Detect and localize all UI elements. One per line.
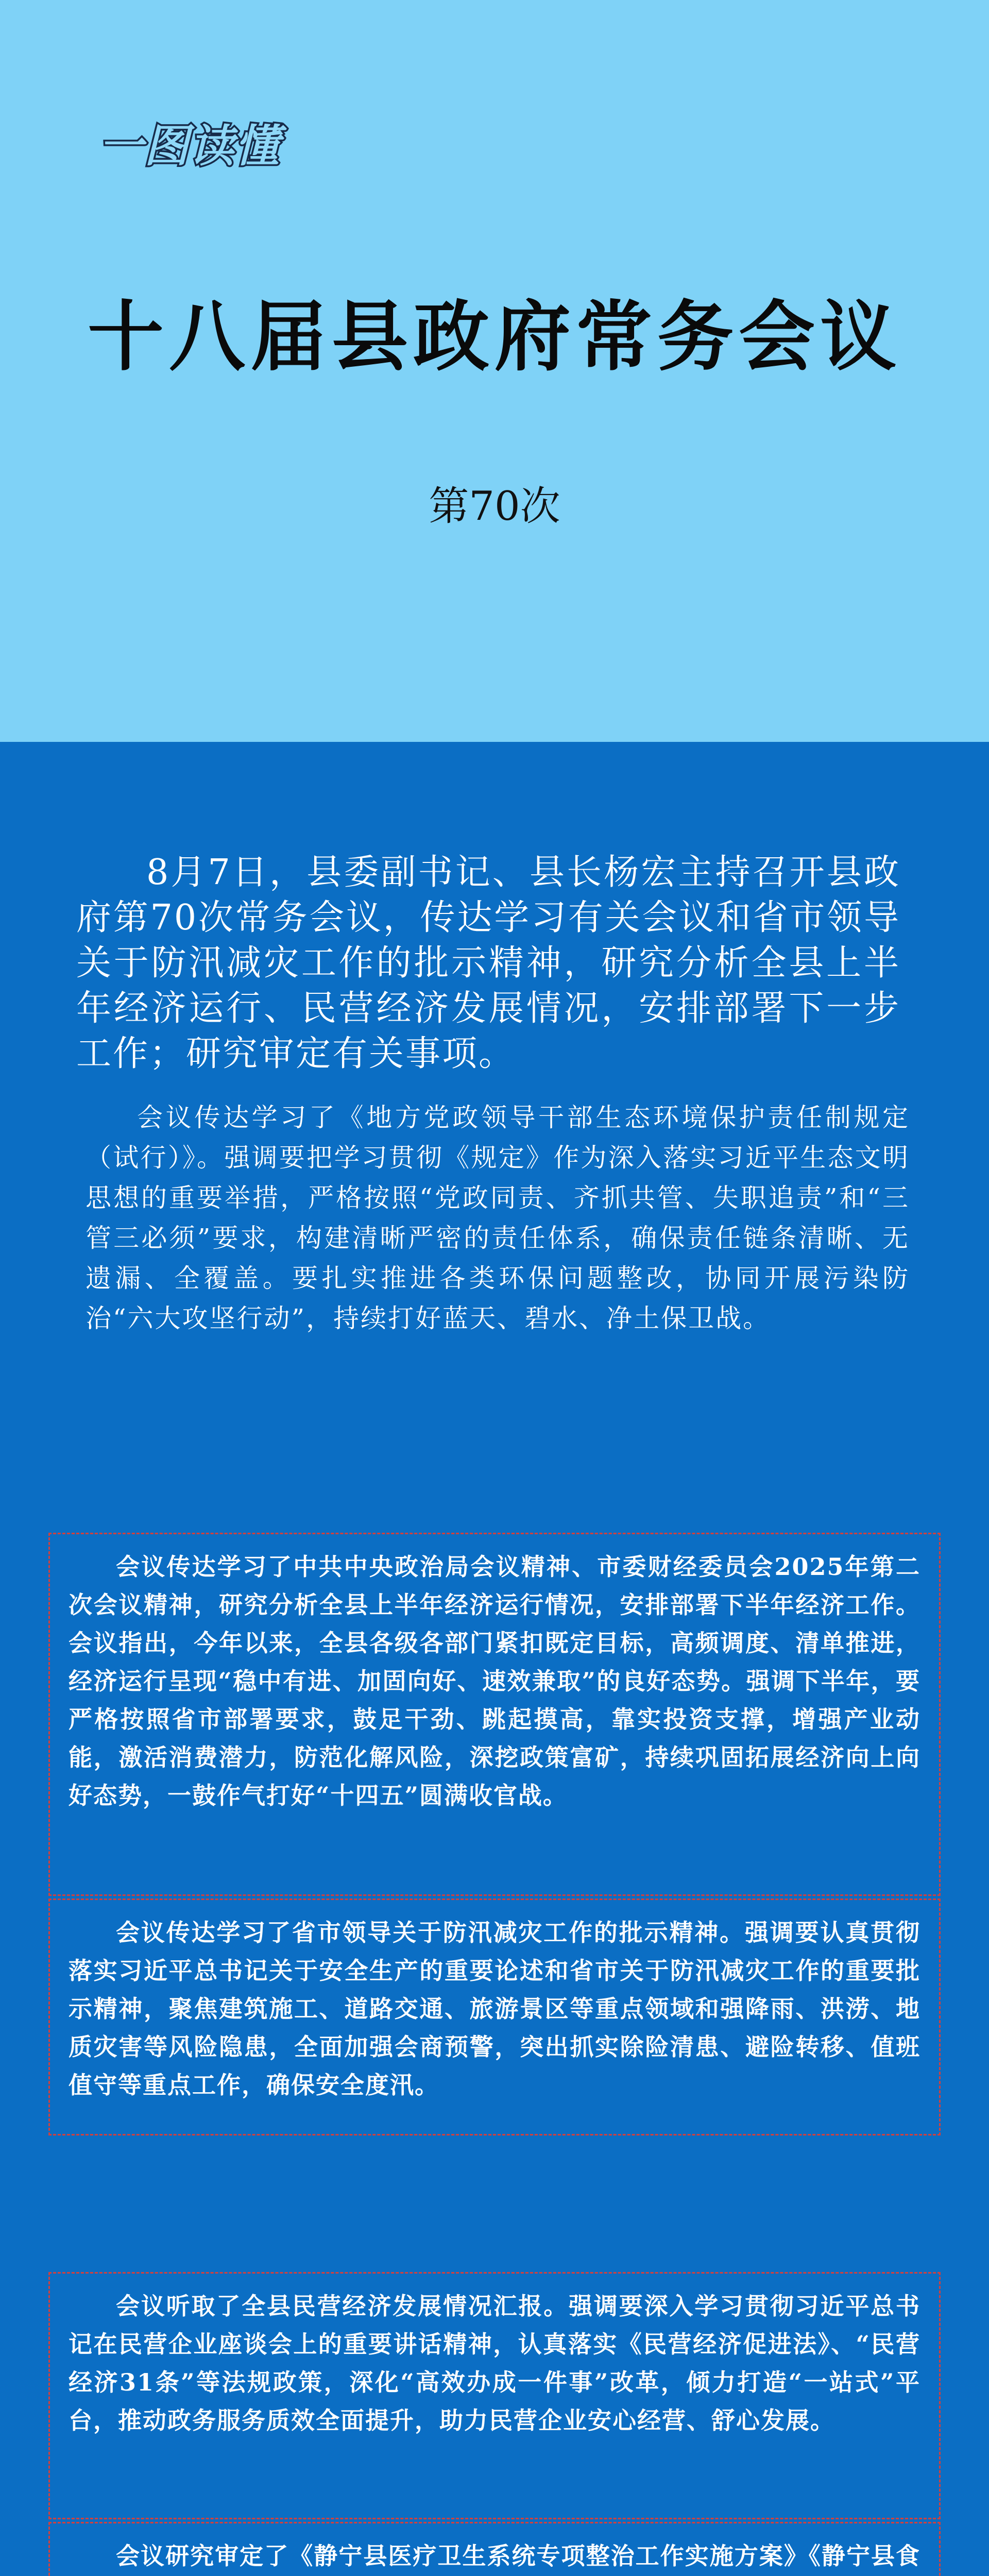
page-title: 十八届县政府常务会议 [88,292,901,381]
private-economy-section-box [48,2272,941,2519]
flood-control-section-text: 会议传达学习了省市领导关于防汛减灾工作的批示精神。强调要认真贯彻落实习近平总书记关于安全生产的重要论述和省市关于防汛减灾工作的重要批示精神，聚焦建筑施工、道路交通、旅游景区等重点领域和强降雨、洪涝、地质灾害等风险隐患，全面加强会商预警，突出抓实除险清患、避险转移、值班值守等重点工作，确保安全度汛。 [69,1919,920,2099]
intro-paragraph: 8月7日，县委副书记、县长杨宏主持召开县政府第70次常务会议，传达学习有关会议和省市领导关于防汛减灾工作的批示精神，研究分析全县上半年经济运行、民营经济发展情况，安排部署下一步工作；研究审定有关事项。 [76,852,900,1074]
economy-section-box [48,1533,941,1896]
yitu-dudong-tag: 一图读懂 [99,121,280,172]
economy-section-text: 会议传达学习了中共中央政治局会议精神、市委财经委员会2025年第二次会议精神，研究分析全县上半年经济运行情况，安排部署下半年经济工作。会议指出，今年以来，全县各级各部门紧扣既定目标，高频调度、清单推进，经济运行呈现“稳中有进、加固向好、速效兼取”的良好态势。强调下半年，要严格按照省市部署要求，鼓足干劲、跳起摸高，靠实投资支撑，增强产业动能，激活消费潜力，防范化解风险，深挖政策富矿，持续巩固拓展经济向上向好态势，一鼓作气打好“十四五”圆满收官战。 [69,1553,920,1809]
eco-responsibility-paragraph: 会议传达学习了《地方党政领导干部生态环境保护责任制规定（试行）》。强调要把学习贯彻《规定》作为深入落实习近平生态文明思想的重要举措，严格按照“党政同责、齐抓共管、失职追责”和“三管三必须”要求，构建清晰严密的责任体系，确保责任链条清晰、无遗漏、全覆盖。要扎实推进各类环保问题整改，协同开展污染防治“六大攻坚行动”，持续打好蓝天、碧水、净土保卫战。 [86,1103,910,1333]
flood-control-section-box [48,1899,941,2136]
review-section-text: 会议研究审定了《静宁县医疗卫生系统专项整治工作实施方案》《静宁县食 [116,2542,920,2570]
review-section-box [48,2522,941,2576]
header-banner [0,0,989,742]
session-number: 第70次 [429,483,560,530]
private-economy-section-text: 会议听取了全县民营经济发展情况汇报。强调要深入学习贯彻习近平总书记在民营企业座谈会上的重要讲话精神，认真落实《民营经济促进法》、“民营经济31条”等法规政策，深化“高效办成一件事”改革，倾力打造“一站式”平台，推动政务服务质效全面提升，助力民营企业安心经营、舒心发展。 [69,2292,920,2434]
